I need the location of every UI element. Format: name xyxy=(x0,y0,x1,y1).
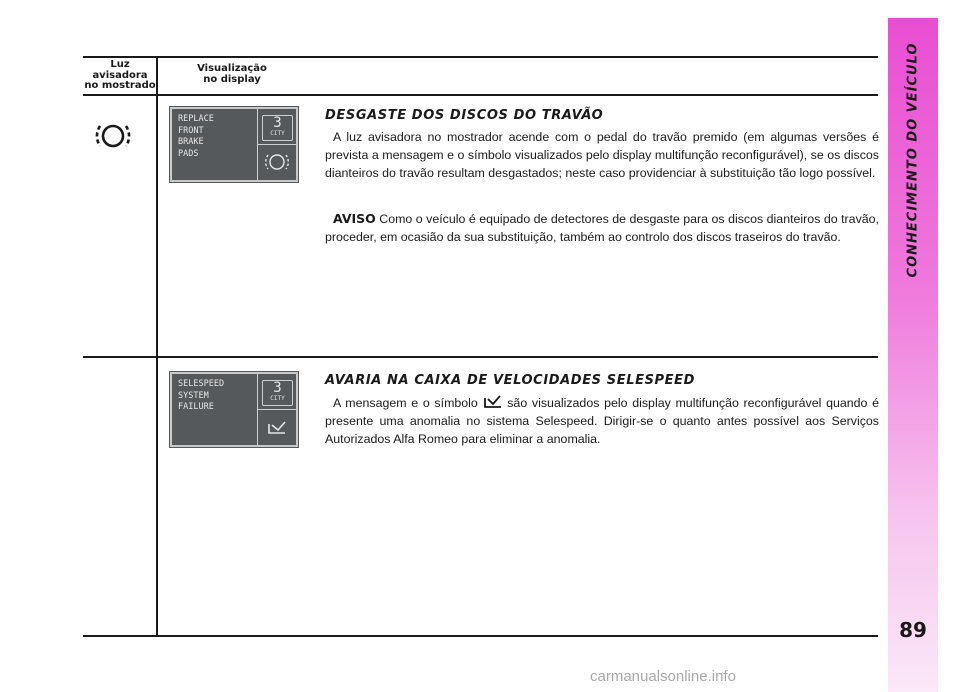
display-divider xyxy=(257,144,296,145)
paragraph-aviso xyxy=(325,210,879,246)
section-title-brake: DESGASTE DOS DISCOS DO TRAVÃO xyxy=(325,108,604,123)
display-divider xyxy=(257,409,296,410)
section-title-selespeed: AVARIA NA CAIXA DE VELOCIDADES SELESPEED xyxy=(325,373,696,388)
gear-indicator xyxy=(262,380,293,406)
gear-indicator xyxy=(262,115,293,141)
column-divider xyxy=(156,56,158,637)
brake-pad-wear-icon xyxy=(264,149,290,175)
brake-pad-wear-icon xyxy=(93,118,133,154)
display-panel-brake xyxy=(170,107,298,182)
paragraph-selespeed xyxy=(325,394,879,448)
row-divider xyxy=(83,356,878,358)
drive-mode: CITY xyxy=(270,130,285,137)
paragraph-brake xyxy=(325,128,879,182)
aviso-label: AVISO xyxy=(333,211,376,226)
drive-mode: CITY xyxy=(270,395,285,402)
aviso-text: Como o veículo é equipado de detectores de desgaste para os discos dianteiros do travão, proceder, em ocasião da sua substituição, também ao controlo dos discos traseiros do travão. xyxy=(325,212,879,244)
table-top-rule xyxy=(83,56,878,58)
chapter-title: CONHECIMENTO DO VEÍCULO xyxy=(905,42,921,278)
paragraph-selespeed-text-a: A mensagem e o símbolo xyxy=(333,396,478,410)
display-message: REPLACE FRONT BRAKE PADS xyxy=(178,114,214,159)
selespeed-failure-icon xyxy=(483,395,503,409)
table-bottom-rule xyxy=(83,635,878,637)
gear-number: 3 xyxy=(273,115,282,131)
selespeed-failure-icon xyxy=(264,414,290,440)
gear-number: 3 xyxy=(273,380,282,396)
display-panel-selespeed xyxy=(170,372,298,447)
watermark: carmanualsonline.info xyxy=(590,668,736,685)
paragraph-selespeed-text-b: são visualizados pelo display multifunção reconfigurável quando é presente uma anomalia no sistema Selespeed. Dirigir-se o quanto antes possível aos Serviços Autorizados Alfa Romeo para eliminar a anomalia. xyxy=(325,396,879,446)
paragraph-brake-text: A luz avisadora no mostrador acende com o pedal do travão premido (em algumas versões é prevista a mensagem e o símbolo visualizados pelo display multifunção reconfigurável), se os discos dianteiros do travão resultam desgastados; neste caso providenciar à substituição tão logo possível. xyxy=(325,130,879,180)
display-message: SELESPEED SYSTEM FAILURE xyxy=(178,379,225,412)
table-header-rule xyxy=(83,94,878,96)
column-header-warning-light: Luz avisadora no mostrado xyxy=(84,59,156,91)
column-header-display: Visualização no display xyxy=(197,63,267,85)
page-number: 89 xyxy=(899,618,927,642)
